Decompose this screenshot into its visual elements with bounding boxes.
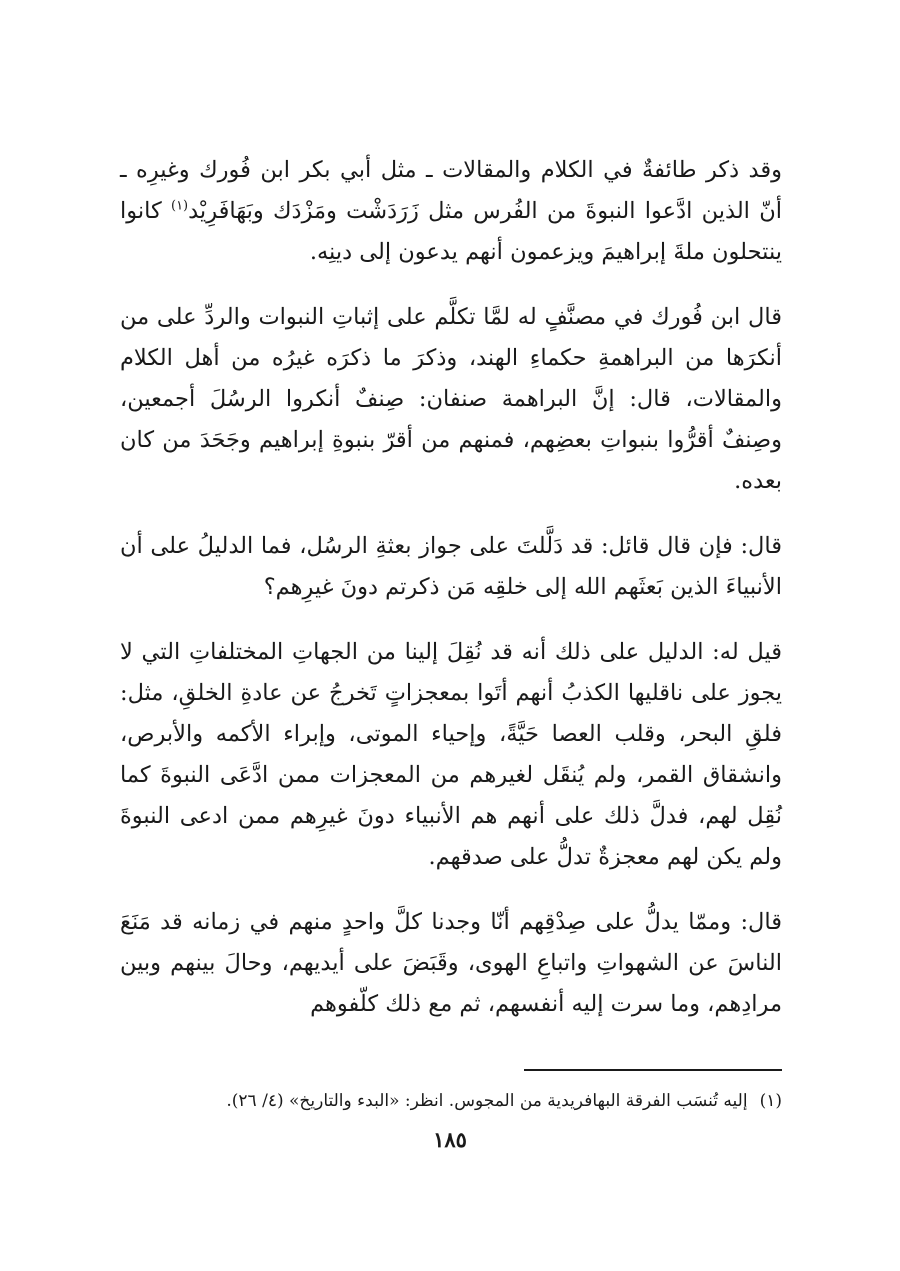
paragraph-1-text-a: وقد ذكر طائفةٌ في الكلام والمقالات ـ مثل أبي بكر ابن فُورك وغيرِه ـ أنّ الذين ادَّعوا النبوةَ من الفُرس مثل زَرَدَشْت ومَزْدَك وبَهَافَرِيْد <box>120 157 782 224</box>
paragraph-4: قيل له: الدليل على ذلك أنه قد نُقِلَ إلينا من الجهاتِ المختلفاتِ التي لا يجوز على ناقليها الكذبُ أنهم أتَوا بمعجزاتٍ تَخرجُ عن عادةِ الخلقِ، مثل: فلقِ البحر، وقلب العصا حَيَّةً، وإحياء الموتى، وإبراء الأكمه والأبرص، وانشقاق القمر، ولم يُنقَل لغيرهم من المعجزات ممن ادَّعَى النبوةَ كما نُقِل لهم، فدلَّ ذلك على أنهم هم الأنبياء دونَ غيرِهم ممن ادعى النبوةَ ولم يكن لهم معجزةٌ تدلُّ على صدقهم. <box>120 639 782 870</box>
footnote-separator <box>524 1069 782 1071</box>
footnote-reference-mark: (١) <box>170 198 189 214</box>
page-number: ١٨٥ <box>433 1127 467 1152</box>
paragraph-1-text-b: كانوا ينتحلون ملةَ إبراهيمَ ويزعمون أنهم يدعون إلى دينِه. <box>120 198 782 265</box>
footnote <box>120 1088 782 1114</box>
paragraph-1 <box>120 150 782 273</box>
paragraph-2: قال ابن فُورك في مصنَّفٍ له لمَّا تكلَّم على إثباتِ النبوات والردِّ على من أنكرَها من البراهمةِ حكماءِ الهند، وذكرَ ما ذكرَه غيرُه من أهل الكلام والمقالات، قال: إنَّ البراهمة صنفان: صِنفٌ أنكروا الرسُلَ أجمعين، وصِنفٌ أقرُّوا بنبواتِ بعضِهم، فمنهم من أقرّ بنبوةِ إبراهيم وجَحَدَ من كان بعده. <box>120 304 782 494</box>
footnote-text: إليه تُنسَب الفرقة البهافريدية من المجوس. انظر: «البدء والتاريخ» (٤/ ٢٦). <box>226 1091 748 1111</box>
paragraph-3: قال: فإن قال قائل: قد دَلَّلتَ على جواز بعثةِ الرسُل، فما الدليلُ على أن الأنبياءَ الذين بَعثَهم الله إلى خلقِه مَن ذكرتم دونَ غيرِهم؟ <box>120 533 782 600</box>
main-text <box>120 150 782 1049</box>
footnote-number: (١) <box>759 1091 782 1111</box>
paragraph-5: قال: وممّا يدلُّ على صِدْقِهم أنّا وجدنا كلَّ واحدٍ منهم في زمانه قد مَنَعَ الناسَ عن الشهواتِ واتباعِ الهوى، وقَبَضَ على أيديهم، وحالَ بينهم وبين مرادِهم، وما سرت إليه أنفسهم، ثم مع ذلك كلّفوهم <box>120 909 782 1017</box>
